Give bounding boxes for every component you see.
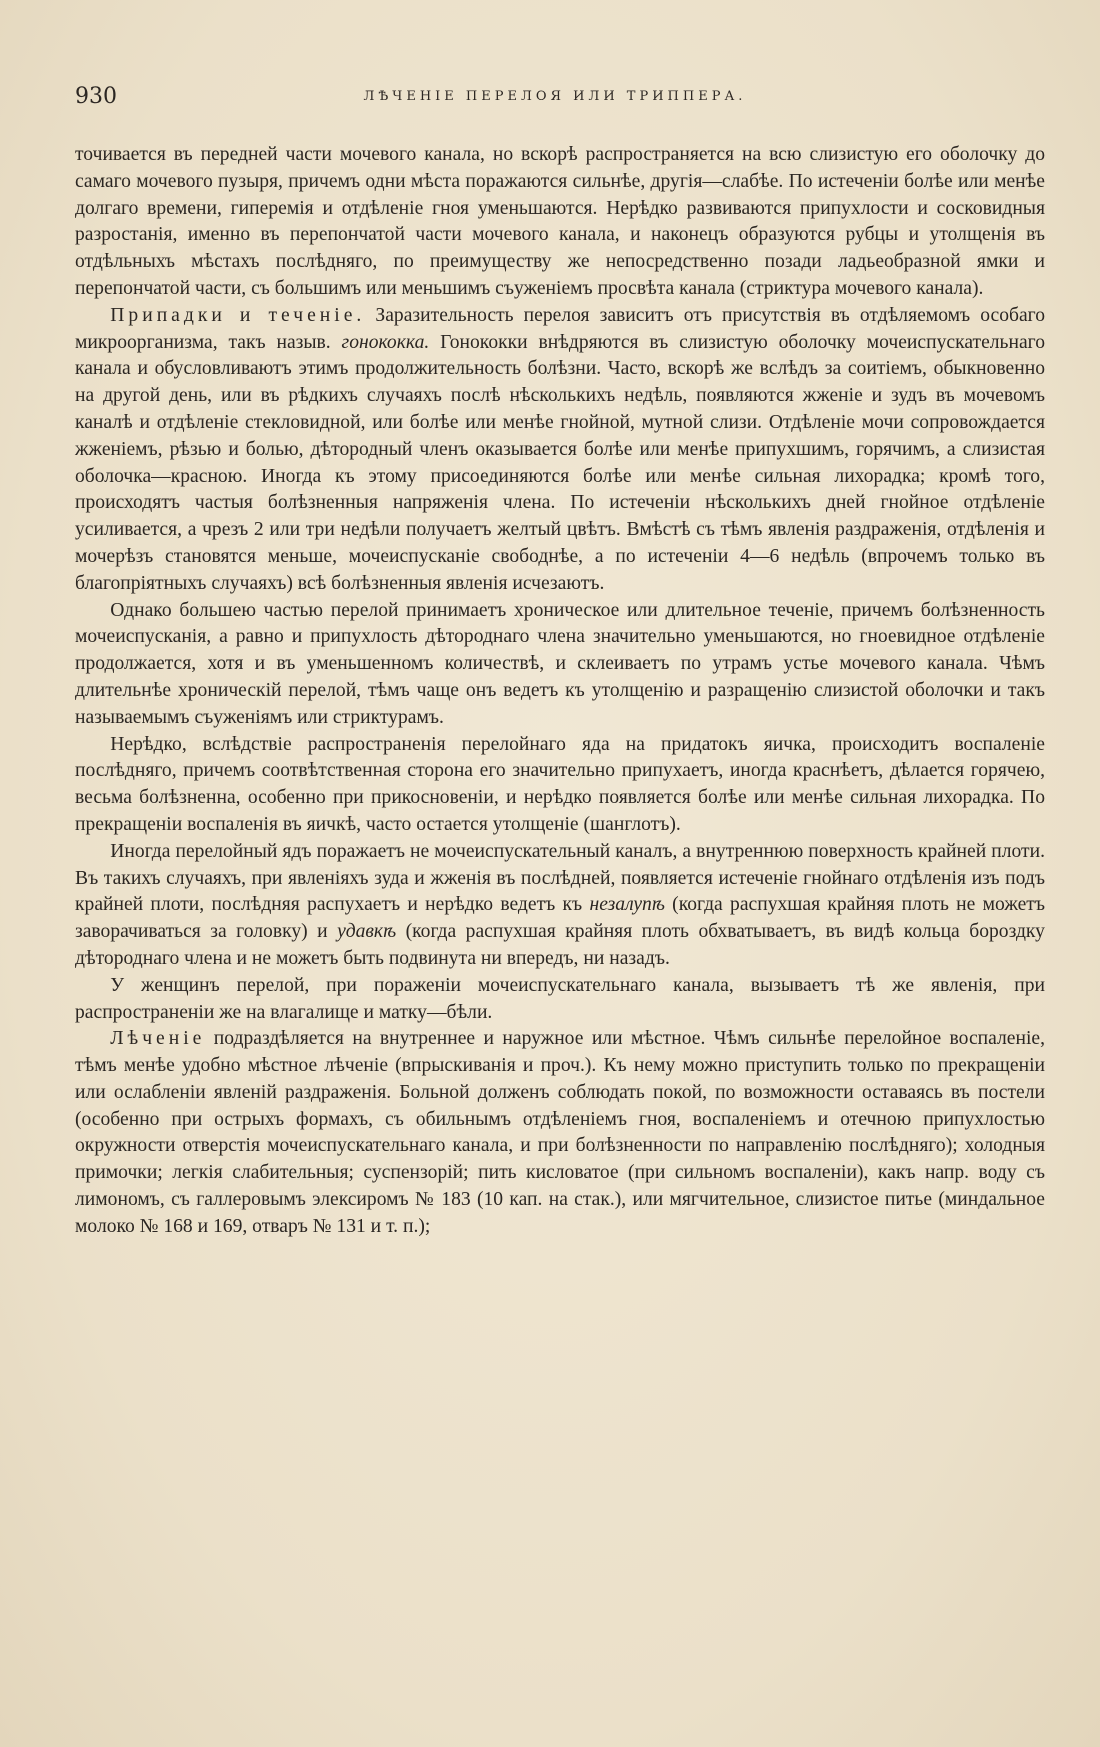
running-title: ЛѢЧЕНІЕ ПЕРЕЛОЯ ИЛИ ТРИППЕРА.	[363, 89, 747, 104]
section-heading-symptoms: Припадки и теченіе.	[110, 304, 366, 326]
page-number: 930	[75, 84, 117, 109]
text-run: (когда распухшая крайняя плоть обхватываетъ, въ видѣ кольца бороздку дѣтороднаго члена и не можетъ быть подвинута ни впередъ, ни назадъ.	[75, 921, 1045, 969]
paragraph-symptoms	[75, 303, 1045, 598]
term-gonococcus: гонококка.	[341, 331, 430, 353]
term-phimosis: незалупѣ	[589, 894, 665, 916]
paragraph-pathology: точивается въ передней части мочевого канала, но вскорѣ распространяется на всю слизистую его оболочку до самаго мочевого пузыря, причемъ одни мѣста поражаются сильнѣе, другія—слабѣе. По истеченіи болѣе или менѣе долгаго времени, гиперемія и отдѣленіе гноя уменьшаются. Нерѣдко развиваются припухлости и сосковидныя разростанія, именно въ перепончатой части мочевого канала, и наконецъ образуются рубцы и утолщенія въ отдѣльныхъ мѣстахъ послѣдняго, по преимуществу же непосредственно позади ладьеобразной ямки и перепончатой части, съ большимъ или меньшимъ съуженіемъ просвѣта канала (стриктура мочевого канала).	[75, 144, 1045, 299]
text-run: Заразительность перелоя зависитъ отъ присутствія въ отдѣляемомъ особаго микроорганизма, такъ назыв.	[75, 304, 1046, 353]
section-heading-treatment: Лѣченіе	[110, 1028, 206, 1050]
text-run: Иногда перелойный ядъ поражаетъ не мочеиспускательный каналъ, а внутреннюю поверхность крайней плоти. Въ такихъ случаяхъ, при явленіяхъ зуда и жженія въ послѣдней, появляется истеченіе гнойнаго отдѣленія изъ подъ крайней плоти, послѣдняя распухаетъ и нерѣдко ведетъ къ	[75, 840, 1045, 916]
paragraph-foreskin	[75, 839, 1045, 973]
paragraph-epididymitis: Нерѣдко, вслѣдствіе распространенія перелойнаго яда на придатокъ яичка, происходитъ воспаленіе послѣдняго, причемъ соотвѣтственная сторона его значительно припухаетъ, иногда краснѣетъ, дѣлается горячею, весьма болѣзненна, особенно при прикосновеніи, и нерѣдко появляется болѣе или менѣе сильная лихорадка. По прекращеніи воспаленія въ яичкѣ, часто остается утолщеніе (шанглотъ).	[75, 733, 1045, 835]
text-run: подраздѣляется на внутреннее и наружное или мѣстное. Чѣмъ сильнѣе перелойное воспаленіе, тѣмъ менѣе удобно мѣстное лѣченіе (впрыскиванія и проч.). Къ нему можно приступить только по прекращеніи или ослабленіи явленій раздраженія. Больной долженъ соблюдать покой, по возможности оставаясь въ постели (особенно при острыхъ формахъ, съ обильнымъ отдѣленіемъ гноя, воспаленіемъ и отечною припухлостью окружности отверстія мочеиспускательнаго канала, и при болѣзненности по направленію послѣдняго); холодныя примочки; легкія слабительныя; суспензорій; пить кисловатое (при сильномъ воспаленіи), какъ напр. воду съ лимономъ, съ галлеровымъ элексиромъ № 183 (10 кап. на стак.), или мягчительное, слизистое питье (миндальное молоко № 168 и 169, отваръ № 131 и т. п.);	[75, 1028, 1045, 1237]
text-run: Гонококки внѣдряются въ слизистую оболочку мочеиспускательнаго канала и обусловливаютъ этимъ продолжительность болѣзни. Часто, вскорѣ же вслѣдъ за соитіемъ, обыкновенно на другой день, или въ рѣдкихъ случаяхъ послѣ нѣсколькихъ недѣль, появляются жженіе и зудъ въ мочевомъ каналѣ и отдѣленіе стекловидной, или болѣе или менѣе гнойной, мутной слизи. Отдѣленіе мочи сопровождается жженіемъ, рѣзью и болью, дѣтородный членъ оказывается болѣе или менѣе припухшимъ, горячимъ, а слизистая оболочка—красною. Иногда къ этому присоединяются болѣе или менѣе сильная лихорадка; кромѣ того, происходятъ частыя болѣзненныя напряженія члена. По истеченіи нѣсколькихъ дней гнойное отдѣленіе усиливается, а чрезъ 2 или три недѣли получаетъ желтый цвѣтъ. Вмѣстѣ съ тѣмъ явленія раздраженія, отдѣленія и мочерѣзъ становятся меньше, мочеиспусканіе свободнѣе, а по истеченіи 4—6 недѣль (впрочемъ только въ благопріятныхъ случаяхъ) всѣ болѣзненныя явленія исчезаютъ.	[75, 331, 1046, 594]
paragraph-women: У женщинъ перелой, при пораженіи мочеиспускательнаго канала, вызываетъ тѣ же явленія, при распространеніи же на влагалище и матку—бѣли.	[75, 974, 1045, 1023]
text-run: (когда распухшая крайняя плоть не можетъ заворачиваться за головку) и	[75, 894, 1046, 943]
term-paraphimosis: удавкѣ	[337, 921, 397, 943]
paragraph-treatment	[75, 1026, 1045, 1240]
body-text	[75, 142, 1045, 1241]
page-header	[75, 84, 1035, 110]
paragraph-chronic: Однако большею частью перелой принимаетъ хроническое или длительное теченіе, причемъ болѣзненность мочеиспусканія, а равно и припухлость дѣтороднаго члена значительно уменьшаются, но гноевидное отдѣленіе продолжается, хотя и въ уменьшенномъ количествѣ, и склеиваетъ по утрамъ устье мочевого канала. Чѣмъ длительнѣе хроническій перелой, тѣмъ чаще онъ ведетъ къ утолщенію и разращенію слизистой оболочки и такъ называемымъ съуженіямъ или стриктурамъ.	[75, 599, 1045, 728]
